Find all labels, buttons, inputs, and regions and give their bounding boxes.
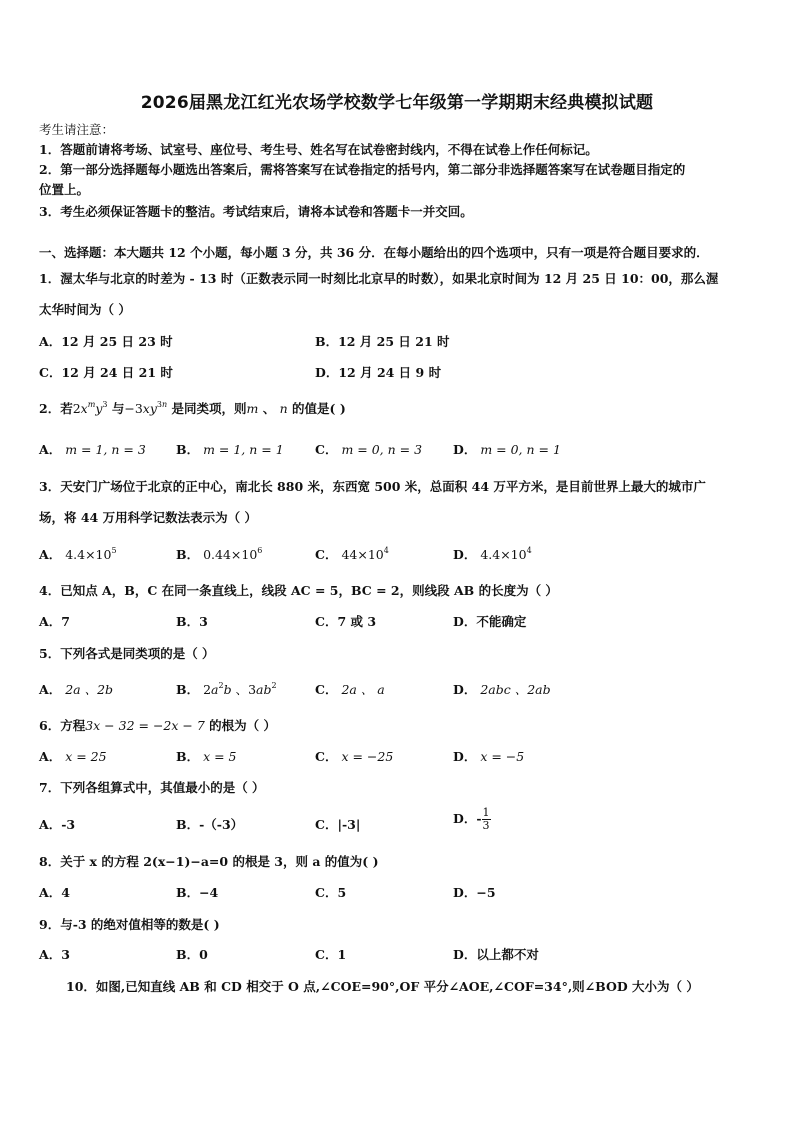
question-2 bbox=[39, 400, 346, 418]
q4-option-b: B．3 bbox=[176, 614, 208, 629]
q2-mid: 与 bbox=[111, 401, 125, 416]
q6-option-d: D． x = −5 bbox=[453, 749, 525, 764]
question-7: 7．下列各组算式中，其值最小的是（ ） bbox=[39, 780, 265, 795]
q7-option-b: B．-（-3） bbox=[176, 817, 244, 832]
q3-option-c: C． $44\times 10^4$ bbox=[315, 546, 389, 562]
question-1-line-2: 太华时间为（ ） bbox=[39, 302, 131, 317]
notice-heading: 考生请注意： bbox=[39, 122, 115, 137]
q2-var-m: m bbox=[246, 401, 259, 416]
q2-sep: 、 bbox=[262, 401, 276, 416]
q5-option-d: D． 2abc 、2ab bbox=[453, 682, 551, 697]
q9-option-c: C．1 bbox=[315, 947, 347, 962]
q4-option-a: A．7 bbox=[39, 614, 70, 629]
q9-option-d: D．以上都不对 bbox=[453, 947, 539, 962]
q3-option-a: A． $4.4\times 10^5$ bbox=[39, 546, 117, 562]
notice-item-3: 3．考生必须保证答题卡的整洁。考试结束后，请将本试卷和答题卡一并交回。 bbox=[39, 204, 473, 219]
q8-option-c: C．5 bbox=[315, 885, 347, 900]
section-header: 一、选择题：本大题共 12 个小题，每小题 3 分，共 36 分．在每小题给出的四个选项中，只有一项是符合题目要求的． bbox=[39, 245, 709, 260]
q9-option-a: A．3 bbox=[39, 947, 70, 962]
question-1-line-1: 1．渥太华与北京的时差为 - 13 时（正数表示同一时刻比北京早的时数），如果北京时间为 12 月 25 日 10：00，那么渥 bbox=[39, 271, 719, 286]
q2-option-b: B． m = 1, n = 1 bbox=[176, 442, 284, 457]
question-10: 10．如图,已知直线 AB 和 CD 相交于 O 点,∠COE=90°,OF 平分∠AOE,∠COF=34°,则∠BOD 大小为（ ） bbox=[66, 979, 699, 994]
question-5: 5．下列各式是同类项的是（ ） bbox=[39, 646, 215, 661]
q2-option-a: A． m = 1, n = 3 bbox=[39, 442, 146, 457]
notice-item-2: 2．第一部分选择题每小题选出答案后，需将答案写在试卷指定的括号内，第二部分非选择题答案写在试卷题目指定的 bbox=[39, 162, 686, 177]
q7-option-d: D．- $\frac{1}{3}$ bbox=[453, 806, 490, 832]
q6-option-c: C． x = −25 bbox=[315, 749, 394, 764]
q3-option-b: B． $0.44\times 10^6$ bbox=[176, 546, 263, 562]
q8-option-b: B．−4 bbox=[176, 885, 219, 900]
q5-option-c: C． 2a 、 a bbox=[315, 682, 385, 697]
q2-suffix: 是同类项，则 bbox=[171, 401, 247, 416]
q7-option-a: A．-3 bbox=[39, 817, 76, 832]
question-3-line-2: 场，将 44 万用科学记数法表示为（ ） bbox=[39, 510, 257, 525]
q2-prefix: 2．若 bbox=[39, 401, 73, 416]
q1-option-b: B．12 月 25 日 21 时 bbox=[315, 334, 450, 349]
q2-option-d: D． m = 0, n = 1 bbox=[453, 442, 561, 457]
page-title: 2026届黑龙江红光农场学校数学七年级第一学期期末经典模拟试题 bbox=[140, 93, 654, 113]
question-4: 4．已知点 A，B，C 在同一条直线上，线段 AC = 5，BC = 2，则线段 AB 的长度为（ ） bbox=[39, 583, 558, 598]
q6-option-a: A． x = 25 bbox=[39, 749, 107, 764]
question-6: 6．方程3x − 32 = −2x − 7 的根为（ ） bbox=[39, 718, 277, 733]
q1-option-c: C．12 月 24 日 21 时 bbox=[39, 365, 173, 380]
q2-term-1: $2x^my^3$ bbox=[72, 400, 108, 416]
q2-var-n: n bbox=[279, 401, 288, 416]
question-9: 9．与-3 的绝对值相等的数是( ) bbox=[39, 917, 220, 932]
question-3-line-1: 3．天安门广场位于北京的正中心，南北长 880 米，东西宽 500 米，总面积 44 万平方米，是目前世界上最大的城市广 bbox=[39, 479, 706, 494]
q1-option-a: A．12 月 25 日 23 时 bbox=[39, 334, 173, 349]
q3-option-d: D． $4.4\times 10^4$ bbox=[453, 546, 532, 562]
notice-item-1: 1．答题前请将考场、试室号、座位号、考生号、姓名写在试卷密封线内，不得在试卷上作任何标记。 bbox=[39, 142, 598, 157]
q2-term-2: $-3xy^{3n}$ bbox=[124, 400, 168, 416]
question-8: 8．关于 x 的方程 2(x−1)−a=0 的根是 3，则 a 的值为( ) bbox=[39, 854, 379, 869]
q8-option-a: A．4 bbox=[39, 885, 70, 900]
q2-option-c: C． m = 0, n = 3 bbox=[315, 442, 423, 457]
q6-option-b: B． x = 5 bbox=[176, 749, 237, 764]
q7-fraction: $\frac{1}{3}$ bbox=[482, 806, 490, 832]
q7-option-c: C．|-3| bbox=[315, 817, 361, 832]
q1-option-d: D．12 月 24 日 9 时 bbox=[315, 365, 442, 380]
q4-option-c: C．7 或 3 bbox=[315, 614, 377, 629]
q9-option-b: B．0 bbox=[176, 947, 208, 962]
q2-tail: 的值是( ) bbox=[292, 401, 346, 416]
q8-option-d: D．−5 bbox=[453, 885, 496, 900]
q5-option-a: A． 2a 、2b bbox=[39, 682, 114, 697]
notice-item-2-cont: 位置上。 bbox=[39, 182, 90, 197]
q5-option-b: B． $2a^2b$ 、$3ab^2$ bbox=[176, 681, 277, 697]
q4-option-d: D．不能确定 bbox=[453, 614, 527, 629]
